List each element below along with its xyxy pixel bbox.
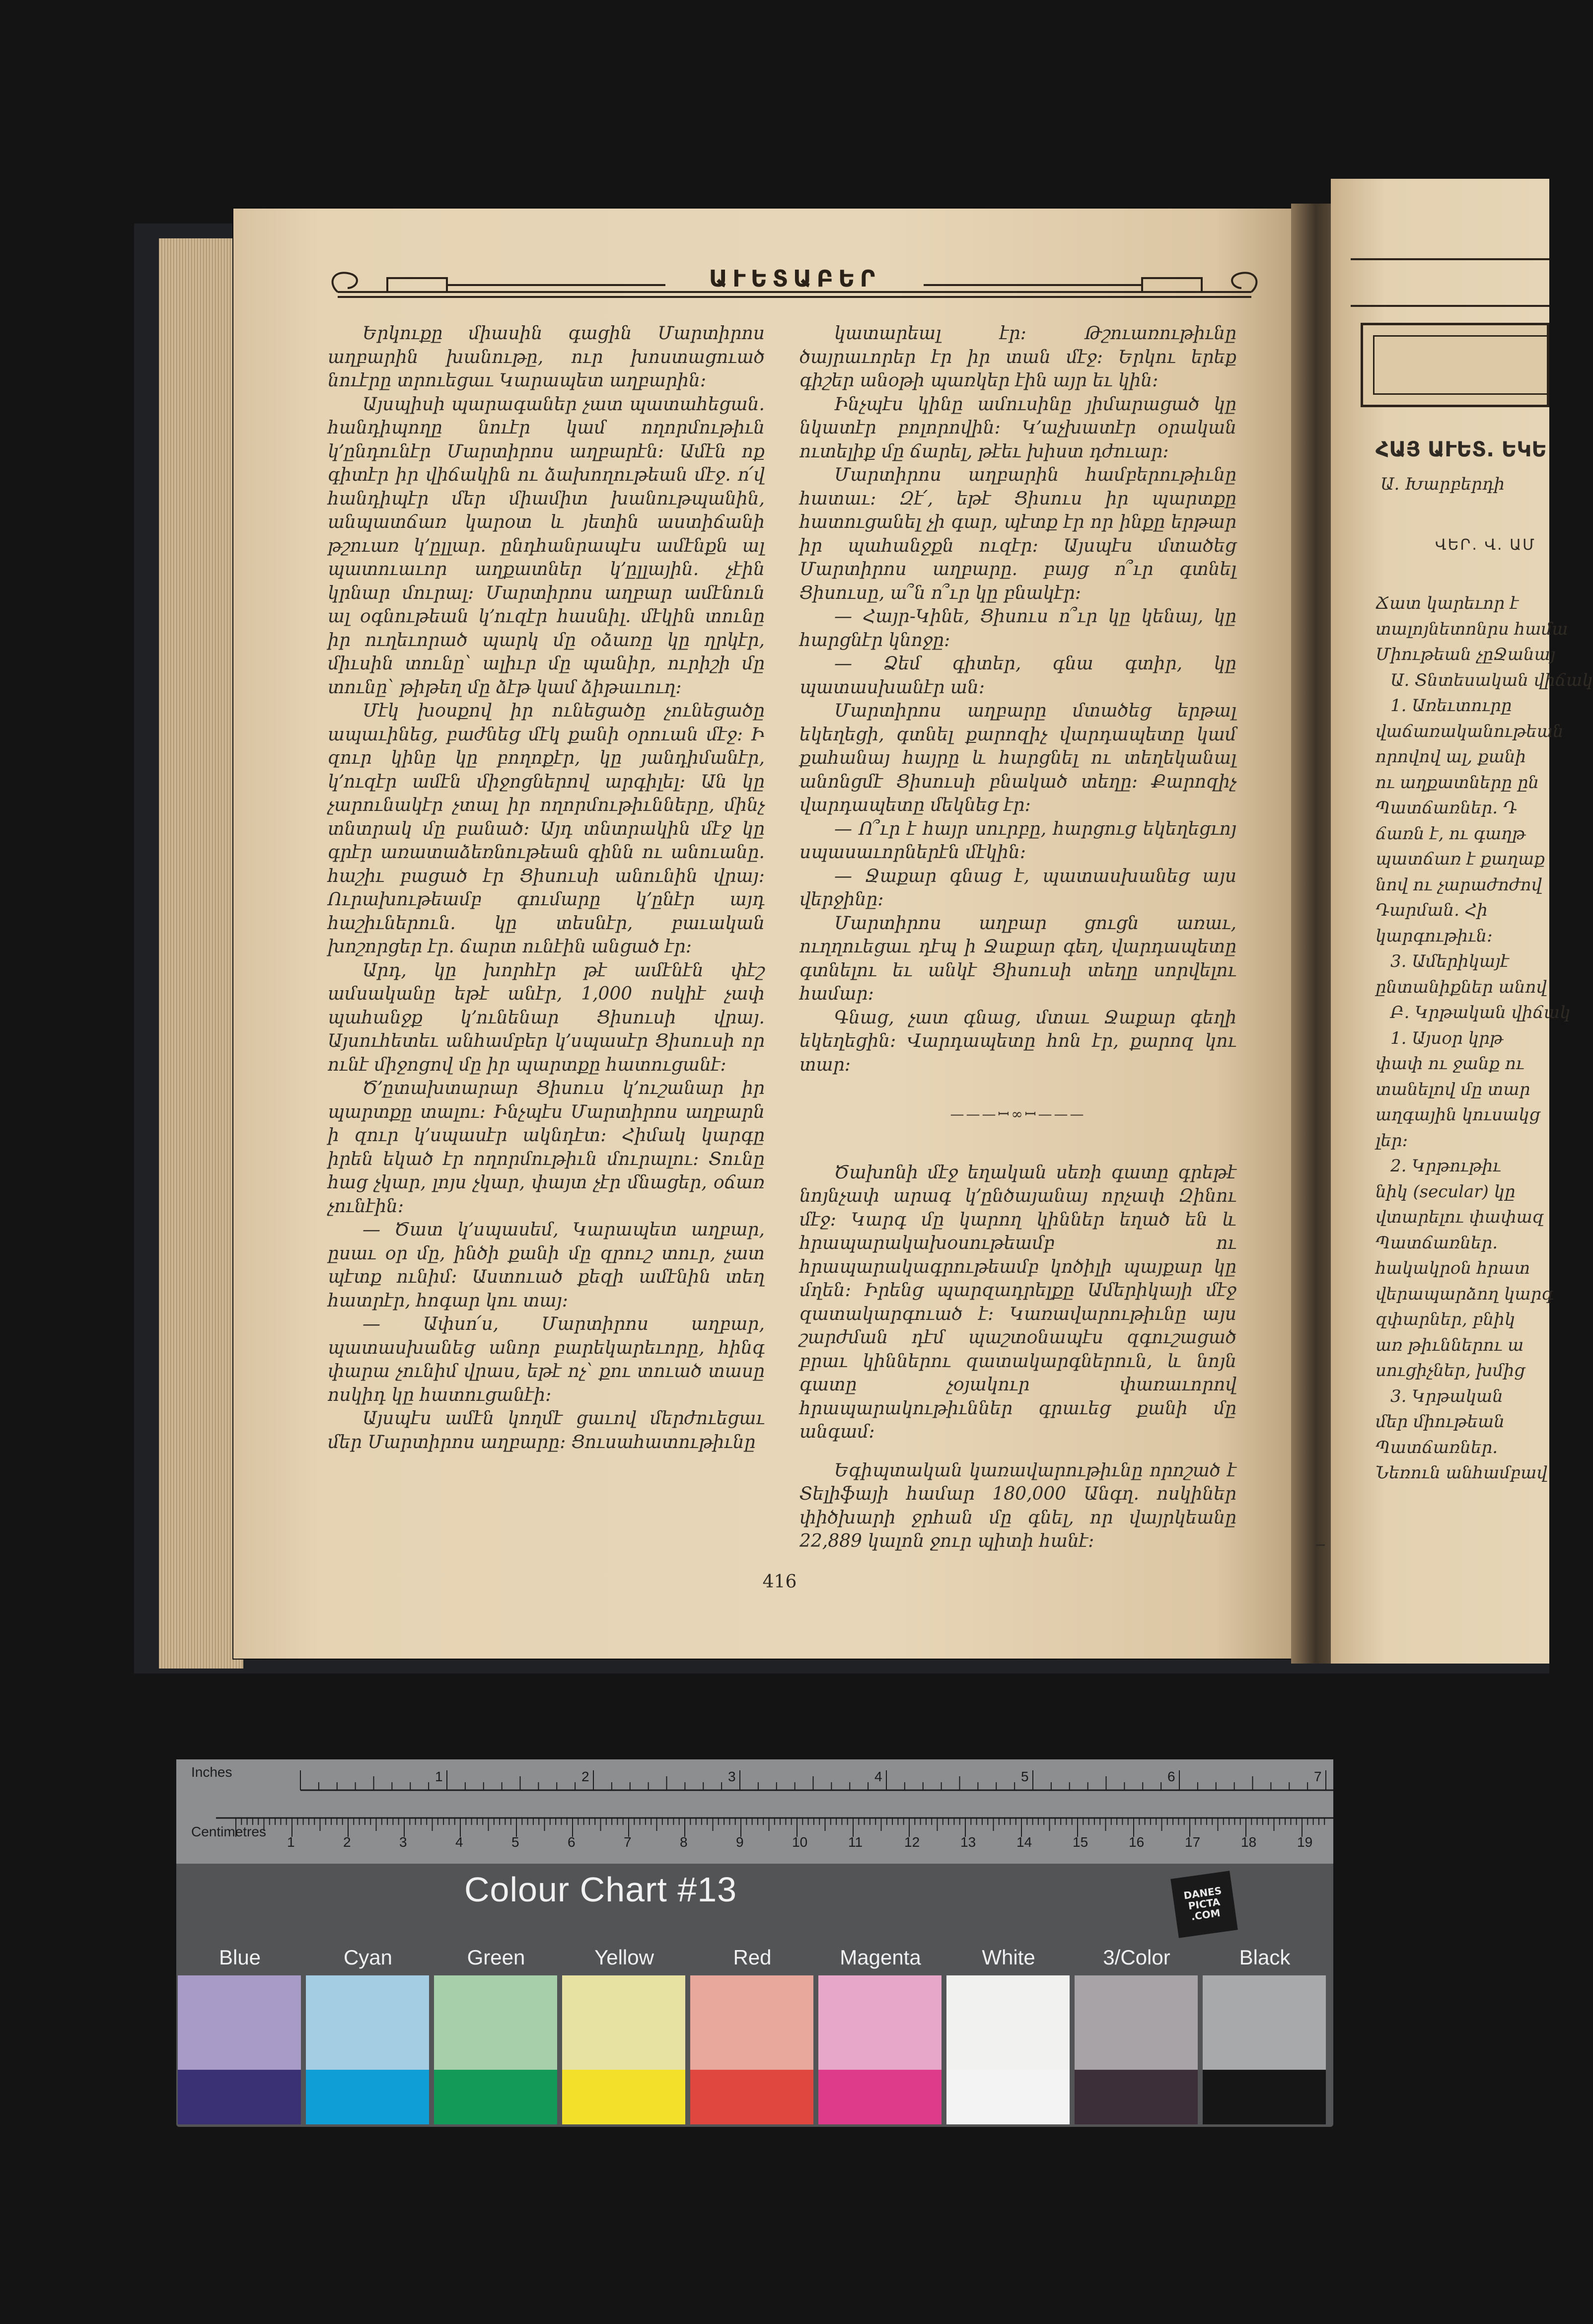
cm-tick-label: 17 <box>1185 1834 1201 1850</box>
right-page-line: վերապարձող կարգ <box>1376 1284 1554 1304</box>
right-page-line: ճառն է, ու գաղթ <box>1376 823 1525 844</box>
swatch-label: 3/Color <box>1103 1946 1170 1969</box>
cm-tick-label: 12 <box>904 1834 920 1850</box>
right-page-line: որովով ալ, քանի <box>1376 747 1526 767</box>
inch-tick-label: 4 <box>874 1769 882 1784</box>
cm-tick-label: 10 <box>792 1834 808 1850</box>
swatch-label: Red <box>733 1946 772 1969</box>
inch-tick-label: 5 <box>1021 1769 1029 1784</box>
paragraph: Այսպէս ամէն կողմէ ցաւով մերժուեցաւ մեր Մարտիրոս աղբարը։ Ցուսահատութիւնը <box>328 1408 765 1452</box>
right-page-line: 3. Կրթական <box>1390 1386 1503 1406</box>
paragraph: կատարեալ էր։ Թշուառութիւնը ծայրաւորեր էր իր տան մէջ։ Երկու երեք գիշեր անօթի պառկեր էին այր եւ կին։ <box>799 323 1236 391</box>
running-title: ԱՒԵՏԱԲԵՐ <box>709 265 880 292</box>
cm-tick-label: 16 <box>1129 1834 1145 1850</box>
paragraph: Մարտիրոս աղբար ցուցն առաւ, ուղղուեցաւ դէպ ի Ջաքար գեղ, վարդապետը գտնելու եւ անկէ Ցիսուսի տեղը սորվելու համար։ <box>799 913 1236 1004</box>
text-column-left <box>328 322 765 1533</box>
right-page-line: 2. Կրթութիւ <box>1390 1156 1501 1176</box>
inch-tick-label: 7 <box>1314 1769 1322 1784</box>
swatch-label: Blue <box>218 1946 261 1969</box>
cm-tick-label: 19 <box>1297 1834 1313 1850</box>
swatch-tint <box>690 1975 813 2070</box>
right-page-line: Պատճառներ. <box>1376 1437 1498 1457</box>
right-page-line: Դարման. Հի <box>1376 900 1488 920</box>
right-page-line: առ թիւններու ա <box>1376 1335 1524 1355</box>
swatch-tint <box>1075 1975 1198 2070</box>
right-page-line: ու աղքատները ըն <box>1376 772 1539 793</box>
paragraph: — Ձեմ գիտեր, գնա գտիր, կը պատասխանէր ան։ <box>799 654 1236 698</box>
swatch-label: Yellow <box>594 1946 654 1969</box>
cm-tick-label: 5 <box>511 1834 519 1850</box>
swatch-solid <box>562 2070 685 2124</box>
news-item: Ծախոնի մէջ եղական սեռի գատը գրեթէ նոյնչափ արագ կ՚ընծայանայ որչափ Զինու մէջ։ Կարգ մը կարող կիններ եղած են և հրապարակախօսութեամբ ու հրապարակագրութեամբ կոծիլի պայքար կը մղեն։ Իրենց պարզադրելքը Ամերիկայի մէջ զատակարգուած է։ Կառավարութիւնը այս շարժման դէմ պաշտօնապէս զգուշացած բրաւ կիններու զատակարգներուն, և նոյն գատը չօյակուր փառաւորով հրապարակութիւններ գրաւեց քանի մը անգամ։ <box>799 1162 1236 1442</box>
right-page-line: սուցիչներ, խմից <box>1376 1361 1525 1380</box>
paragraph: Գնաց, չատ գնաց, մտաւ Ջաքար գեղի եկեղեցին։ Վարդապետը հոն էր, քարոզ կու տար։ <box>799 1007 1236 1075</box>
swatch-tint <box>946 1975 1070 2070</box>
paragraph: Մարտիրոս աղբարը մտածեց երթալ եկեղեցի, գտնել քարոզիչ վարդապետը կամ քահանայ հայրը և հարցնել ու տեղեկանալ անոնցմէ Ցիսուսի բնակած տեղը։ Քարոզիչ վարդապետը մեկնեց էր։ <box>799 701 1236 815</box>
paragraph: — Ո՞ւր է հայր սուրբը, հարցուց եկեղեցւոյ սպասաւորներէն մէկին։ <box>799 818 1236 863</box>
swatch-solid <box>306 2070 429 2124</box>
inch-tick-label: 3 <box>728 1769 736 1784</box>
swatch-solid <box>434 2070 557 2124</box>
swatch-solid <box>1203 2070 1326 2124</box>
paragraph: Այսպիսի պարագաներ չատ պատահեցան. հանդիպողը նուէր կամ ողորմութիւն կ՚ընդունէր Մարտիրոս աղբարէն։ Ամէն ոք գիտէր իր վիճակին ու ձախողութեան մէջ. ո՛վ հանդիպէր մեր միամիտ խանութպանին, անպատճառ կարօտ և յետին աստիճանի թշուառ կ՚ըլլար. ընդհանրապէս ամէնքն ալ պատուաւոր աղքատներ կ՚ըլլային. չէին կրնար մուրալ։ Մարտիրոս աղբար ամէնուն ալ օգնութեան կ՚ուզէր հասնիլ. մէկին տունը իր ուղեւորած պարկ մը օձառը կը ղրկէր, միւսին տունը՝ ալիւր մը պանիր, ուրիշի մը տունը՝ թիթեղ մը ձէթ կամ ձիթաւուղ։ <box>328 394 765 698</box>
right-page-line: նով ու չարաժոժով <box>1376 874 1542 895</box>
swatch-solid <box>1075 2070 1198 2124</box>
right-page-line: Նեռուն անհամբավ <box>1376 1463 1547 1483</box>
right-page-line: տալոյնետոնրս համա <box>1376 619 1568 639</box>
colour-chart-title: Colour Chart #13 <box>464 1870 737 1909</box>
swatch-solid <box>690 2070 813 2124</box>
right-page-line: պատճառ է քաղաք <box>1376 849 1545 869</box>
section-separator: ———ꟷ∞ꟷ——— <box>950 1106 1086 1122</box>
cm-tick-label: 15 <box>1073 1834 1088 1850</box>
inches-label: Inches <box>191 1764 232 1780</box>
page-number: 416 <box>762 1572 797 1592</box>
right-page-line: վտարելու փափազ <box>1376 1207 1544 1227</box>
page-edges <box>159 238 243 1669</box>
right-page-line: կարգութիւն։ <box>1376 926 1493 946</box>
right-page-line: նիկ (secular) կը <box>1376 1181 1516 1202</box>
swatch-label: Black <box>1239 1946 1291 1969</box>
cm-tick-label: 9 <box>736 1834 744 1850</box>
swatch-tint <box>818 1975 941 2070</box>
right-page-line: զփարներ, բնիկ <box>1376 1309 1516 1329</box>
swatch-label: Magenta <box>840 1946 921 1969</box>
right-page-line: Պատճառներ. Դ <box>1376 798 1518 818</box>
ruler <box>176 1759 1333 1864</box>
inch-tick-label: 1 <box>435 1769 443 1784</box>
right-page-line: փափ ու ջանք ու <box>1376 1054 1524 1074</box>
cm-tick-label: 7 <box>624 1834 632 1850</box>
swatch-tint <box>434 1975 557 2070</box>
text-column-right <box>799 322 1236 1551</box>
paragraph: Ծ՚ըտախտարար Ցիսուս կ՚ուշանար իր պարտքը տալու։ Ինչպէս Մարտիրոս աղբարն ի զուր կ՚սպասէր ակնդէտ։ Հիմակ կարգը իրեն եկած էր ողորմութիւն մուրալու։ Տունը հաց չկար, լոյս չկար, փայտ չէր մնացեր, օճառ չունէին։ <box>328 1078 765 1217</box>
swatch-tint <box>562 1975 685 2070</box>
inch-tick-label: 2 <box>581 1769 589 1784</box>
right-page-subtitle: Ա. Խարբերդի <box>1380 474 1505 494</box>
cm-tick-label: 1 <box>287 1834 295 1850</box>
swatch-solid <box>178 2070 301 2124</box>
right-page-byline: ՎԵՐ. Վ. ԱՄ <box>1435 536 1536 554</box>
cm-tick-label: 18 <box>1241 1834 1257 1850</box>
right-page-line: Պատճառներ. <box>1376 1233 1498 1253</box>
swatch-solid <box>818 2070 941 2124</box>
right-page-line: Ա. Տնտեսական վիճակ <box>1390 670 1593 690</box>
right-page-text <box>1376 0 1593 1639</box>
right-page-line: մեր միութեան <box>1376 1412 1505 1432</box>
centimetres-label: Centimetres <box>191 1824 266 1839</box>
cm-tick-label: 14 <box>1016 1834 1032 1850</box>
right-page-line: աղգային կուսակց <box>1376 1105 1540 1125</box>
inch-tick-label: 6 <box>1167 1769 1175 1784</box>
ruler-scale <box>176 1759 1333 1864</box>
right-page-line: 3. Ամերիկայէ <box>1390 951 1509 971</box>
cm-tick-label: 4 <box>455 1834 463 1850</box>
right-page-line: տանելով մը տար <box>1376 1079 1530 1099</box>
danes-picta-logo: DANES PICTA .COM <box>1170 1871 1238 1938</box>
cm-tick-label: 6 <box>568 1834 576 1850</box>
paragraph: Մէկ խօսքով իր ունեցածը չունեցածը ապաւինեց, բաժնեց մէկ քանի օրուան մէջ։ Ի զուր կինը կը բողոքէր, կը յանդիմանէր, կ՚ուզէր ամէն միջոցներով արգիլել։ Ան կը չարունակէր չտալ իր ողորմութիւնները, մինչ տնտրակ մը բանած։ Այդ տնտրակին մէջ կը գրէր առատաձեռնութեան գինն ու անուանը. հաշիւ բացած էր Ցիսուսի անունին վրայ։ Ուրախութեամբ գումարը կ՚ընէր այդ հաշիւներուն. կը տեսնէր, բաւական խոշորցեր էր. ճարտ ունէին անցած էր։ <box>328 701 765 957</box>
right-page-line: հակակրօն հրատ <box>1376 1258 1530 1278</box>
right-page-line: 1. Այսօր կրթ <box>1390 1028 1503 1048</box>
paragraph: Արդ, կը խորհէր թէ ամէնէն փէշ ամսականը եթէ անէր, 1,000 ոսկիէ չափ պահանջք կ՚ունենար Ցիսուսի վրայ. Այսուհետեւ անհամբեր կ՚սպասէր Ցիսուսի որ ունէ միջոցով մը իր պարտքը հատուցանէ։ <box>328 960 765 1075</box>
cm-tick-label: 3 <box>399 1834 407 1850</box>
swatch-tint <box>1203 1975 1326 2070</box>
swatch-label: Green <box>467 1946 525 1969</box>
cm-tick-label: 13 <box>960 1834 976 1850</box>
right-page-line: Ճատ կարեւոր է <box>1376 593 1519 613</box>
right-page-line: Բ. Կրթական վիճակ <box>1390 1003 1571 1022</box>
right-page-line: լեր։ <box>1376 1130 1408 1151</box>
news-item: Եգիպտական կառավարութիւնը որոշած է Տելիֆայի համար 180,000 Անգղ. ոսկիներ փիծխարի ջրհան մը գնել, որ վայրկեանը 22,889 կալոն ջուր պիտի հանէ։ <box>799 1460 1236 1551</box>
swatch-tint <box>306 1975 429 2070</box>
cm-tick-label: 11 <box>848 1834 863 1850</box>
paragraph: — Ջաքար գնաց է, պատասխանեց այս վերջինը։ <box>799 866 1236 910</box>
paragraph: — Հայր-Կինե, Ցիսուս ո՞ւր կը կենայ, կը հարցնէր կնոջը։ <box>799 606 1236 651</box>
right-page-line: ընտանիքներ անով <box>1376 977 1547 997</box>
swatch-solid <box>946 2070 1070 2124</box>
right-page-line: Միութեան չըՋանայ <box>1376 645 1556 664</box>
swatch-label: White <box>982 1946 1035 1969</box>
swatch-tint <box>178 1975 301 2070</box>
paragraph: Մարտիրոս աղբարին համբերութիւնը հատաւ։ Զէ՛, եթէ Ցիսուս իր պարտքը հատուցանել չի գար, պէտք էր որ ինքը երթար իր պահանջքն ուզէր։ Այսպէս մտածեց Մարտիրոս աղբարը. բայց ո՞ւր գտնել Ցիսուսը, ա՞ն ո՞ւր կը բնակէր։ <box>799 465 1236 603</box>
paragraph: Ինչպէս կինը ամուսինը յիմարացած կը նկատէր բոլորովին։ Կ՚աչխատէր օրական ուտելիք մը ճարել, թէեւ խիստ դժուար։ <box>799 394 1236 462</box>
paragraph: — Ծատ կ՚սպասեմ, Կարապետ աղբար, ըսաւ օր մը, ինծի քանի մը զրուշ տուր, չատ պէտք ունիմ։ Աստուած քեզի ամէնին տեղ հատրէր, հոգար կու տայ։ <box>328 1220 765 1311</box>
right-page-line: 1. Առեւտուրը <box>1390 696 1512 716</box>
colour-chart-card <box>176 1759 1333 2127</box>
swatch-label: Cyan <box>343 1946 393 1969</box>
right-page-line: վաճառականութեան <box>1376 721 1564 741</box>
running-header <box>328 258 1261 303</box>
cm-tick-label: 2 <box>343 1834 351 1850</box>
cm-tick-label: 8 <box>680 1834 688 1850</box>
margin-mark <box>1316 1544 1325 1546</box>
paragraph: Երկուքը միասին գացին Մարտիրոս աղբարին խանութը, ուր խոստացուած նուէրը տրուեցաւ Կարապետ աղբարին։ <box>328 323 765 391</box>
paragraph: — Ափսո՛ս, Մարտիրոս աղբար, պատասխանեց անոր բարեկարեւորը, հինգ փարա չունիմ վրաս, եթէ ոչ՝ քու տուած տասը ոսկիդ կը հատուցանէի։ <box>328 1314 765 1405</box>
right-page-title: ՀԱՅ ԱՒԵՏ. ԵԿԵ <box>1376 437 1547 461</box>
